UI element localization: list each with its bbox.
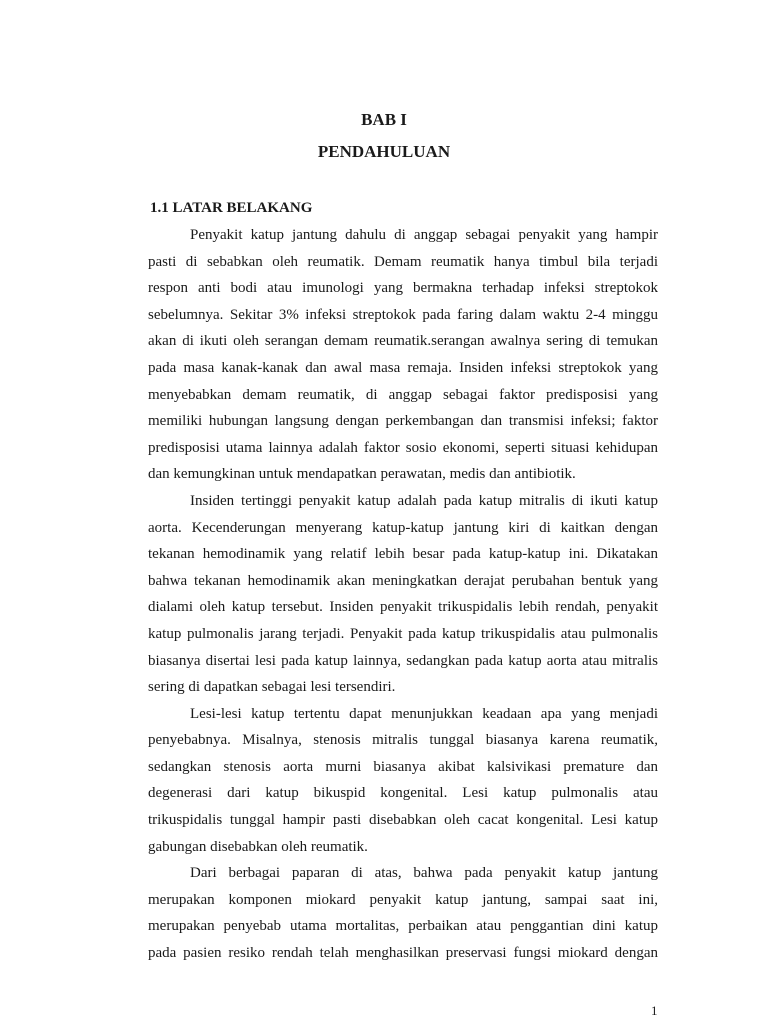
paragraph-line: Penyakit katup jantung dahulu di anggap sebagai penyakit yang hampir (190, 227, 658, 243)
body-text (148, 222, 658, 967)
paragraph-2 (148, 488, 658, 701)
paragraph-line: pasti di sebabkan oleh reumatik. Demam reumatik hanya timbul bila terjadi (148, 253, 658, 270)
paragraph-line: tekanan hemodinamik yang relatif lebih besar pada katup-katup ini. Dikatakan (148, 546, 658, 563)
paragraph-line: biasanya disertai lesi pada katup lainnya, sedangkan pada katup aorta atau mitralis (148, 652, 658, 669)
page-number: 1 (651, 1003, 658, 1018)
paragraph-line: sebelumnya. Sekitar 3% infeksi streptokok pada faring dalam waktu 2-4 minggu (148, 306, 658, 323)
paragraph-line: memiliki hubungan langsung dengan perkembangan dan transmisi infeksi; faktor (148, 413, 658, 430)
chapter-title: PENDAHULUAN (317, 142, 451, 161)
paragraph-line: sedangkan stenosis aorta murni biasanya akibat kalsivikasi premature dan (148, 758, 658, 775)
paragraph-line: predisposisi utama lainnya adalah faktor sosio ekonomi, seperti situasi kehidupan (148, 439, 658, 456)
paragraph-line: gabungan disebabkan oleh reumatik. (148, 838, 368, 855)
paragraph-line: merupakan komponen miokard penyakit katup jantung, sampai saat ini, (148, 891, 658, 908)
paragraph-line: Dari berbagai paparan di atas, bahwa pada penyakit katup jantung (190, 865, 658, 882)
paragraph-line: sering di dapatkan sebagai lesi tersendiri. (148, 679, 396, 696)
paragraph-line: bahwa tekanan hemodinamik akan meningkatkan derajat perubahan bentuk yang (148, 572, 658, 589)
paragraph-line: respon anti bodi atau imunologi yang bermakna terhadap infeksi streptokok (148, 280, 658, 297)
paragraph-line: Insiden tertinggi penyakit katup adalah pada katup mitralis di ikuti katup (190, 492, 658, 509)
section-heading: 1.1 LATAR BELAKANG (150, 200, 313, 216)
paragraph-line: katup pulmonalis jarang terjadi. Penyakit pada katup trikuspidalis atau pulmonalis (148, 625, 658, 642)
paragraph-line: akan di ikuti oleh serangan demam reumatik.serangan awalnya sering di temukan (148, 333, 658, 350)
paragraph-line: degenerasi dari katup bikuspid kongenital. Lesi katup pulmonalis atau (148, 785, 658, 802)
paragraph-line: dan kemungkinan untuk mendapatkan perawatan, medis dan antibiotik. (148, 466, 576, 483)
paragraph-line: pada pasien resiko rendah telah menghasilkan preservasi fungsi miokard dengan (148, 945, 658, 962)
paragraph-4 (148, 860, 658, 966)
paragraph-line: penyebabnya. Misalnya, stenosis mitralis tunggal biasanya karena reumatik, (148, 732, 658, 749)
paragraph-3 (148, 701, 658, 861)
paragraph-line: Lesi-lesi katup tertentu dapat menunjukkan keadaan apa yang menjadi (190, 705, 658, 722)
paragraph-line: aorta. Kecenderungan menyerang katup-katup jantung kiri di kaitkan dengan (148, 519, 658, 536)
paragraph-line: trikuspidalis tunggal hampir pasti disebabkan oleh cacat kongenital. Lesi katup (148, 812, 658, 829)
chapter-label: BAB I (361, 110, 407, 129)
paragraph-line: dialami oleh katup tersebut. Insiden penyakit trikuspidalis lebih rendah, penyakit (148, 599, 658, 616)
paragraph-line: merupakan penyebab utama mortalitas, perbaikan atau penggantian dini katup (148, 918, 658, 935)
paragraph-1 (148, 222, 658, 488)
paragraph-line: menyebabkan demam reumatik, di anggap sebagai faktor predisposisi yang (148, 386, 658, 403)
paragraph-line: pada masa kanak-kanak dan awal masa remaja. Insiden infeksi streptokok yang (148, 359, 658, 376)
